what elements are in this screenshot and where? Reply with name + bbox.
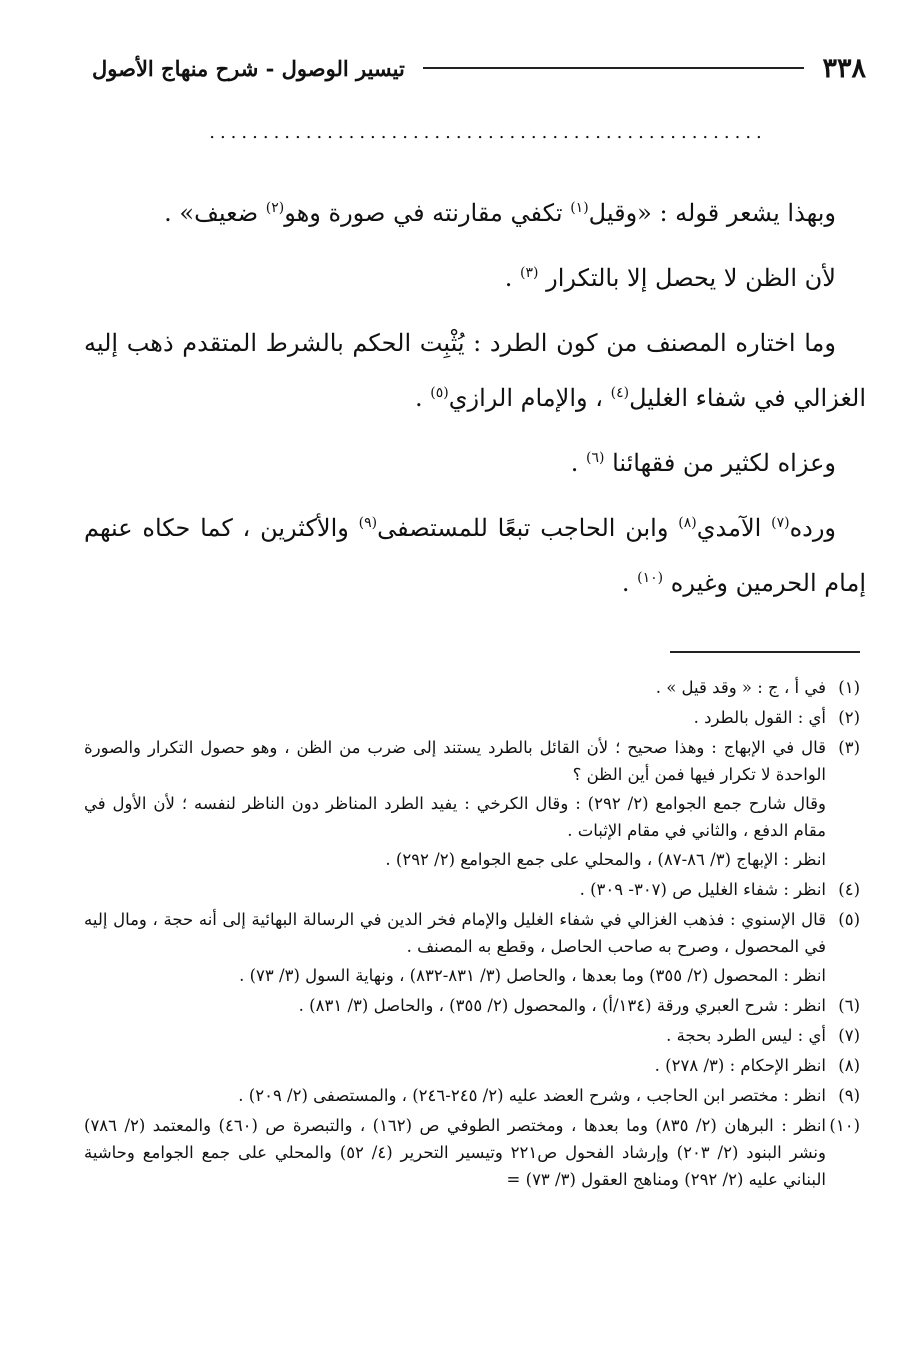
footnote (84, 1112, 860, 1193)
footnote-text: انظر الإحكام : (٣/ ٢٧٨) . (654, 1056, 826, 1075)
header-rule (423, 67, 805, 69)
footnote-text: انظر : البرهان (٢/ ٨٣٥) وما بعدها ، ومختصر الطوفي ص (١٦٢) ، والتبصرة ص (٤٦٠) والمعتمد (٢/ ٧٨٦) ونشر البنود (٢/ ٢٠٣) وإرشاد الفحول ص٢٢١ وتيسير التحرير (٤/ ٥٢) والمحلي على جمع الجوامع وحاشية البناني عليه (٢/ ٢٩٢) ومناهج العقول (٣/ ٧٣) = (84, 1116, 827, 1189)
footnote (84, 1022, 860, 1049)
running-title: تيسير الوصول - شرح منهاج الأصول (92, 55, 405, 81)
footnote-number: (١٠) (829, 1116, 860, 1135)
footnote-rule (670, 651, 860, 653)
footnote-number: (٧) (838, 1026, 860, 1045)
footnote-ref-3[interactable]: (٣) (520, 265, 539, 281)
footnote-ref-2[interactable]: (٢) (265, 200, 285, 216)
footnote-ref-8[interactable]: (٨) (678, 515, 697, 531)
footnote-number: (١) (838, 678, 860, 697)
footnote-ref-5[interactable]: (٥) (430, 385, 449, 401)
paragraph-4: وعزاه لكثير من فقهائنا $^{(٦)}$ . (570, 449, 836, 477)
footnote-number: (٩) (838, 1086, 860, 1105)
footnote (84, 734, 860, 873)
footnote-ref-9[interactable]: (٩) (358, 515, 378, 531)
page-header (92, 46, 866, 90)
footnote (84, 876, 860, 903)
footnote-text: انظر : الإبهاج (٣/ ٨٦-٨٧) ، والمحلي على جمع الجوامع (٢/ ٢٩٢) . (385, 850, 826, 869)
footnote-number: (٦) (838, 996, 860, 1015)
footnote-text: قال الإسنوي : فذهب الغزالي في شفاء الغليل والإمام فخر الدين في الرسالة البهائية إلى أنه حجة ، ومال إليه في المحصول ، وصرح به صاحب الحاصل ، وقطع به المصنف . (84, 910, 826, 956)
paragraph-5: ورده$^{(٧)}$ الآمدي$^{(٨)}$ وابن الحاجب تبعًا للمستصفى$^{(٩)}$ والأكثرين ، كما حكاه عنهم إمام الحرمين وغيره $^{(١٠)}$ . (84, 514, 866, 597)
footnote-text: انظر : المحصول (٢/ ٣٥٥) وما بعدها ، والحاصل (٣/ ٨٣١-٨٣٢) ، ونهاية السول (٣/ ٧٣) . (239, 966, 826, 985)
separator-dots: .................................................... (209, 122, 767, 143)
footnote-number: (٨) (838, 1056, 860, 1075)
footnote-text: أي : القول بالطرد . (693, 708, 826, 727)
footnote-ref-7[interactable]: (٧) (771, 515, 790, 531)
main-text (84, 186, 866, 621)
footnote (84, 1082, 860, 1109)
paragraph-3: وما اختاره المصنف من كون الطرد : يُثْبِت الحكم بالشرط المتقدم ذهب إليه الغزالي في شفاء الغليل$^{(٤)}$ ، والإمام الرازي$^{(٥)}$ . (84, 329, 866, 412)
footnote-text: قال في الإبهاج : وهذا صحيح ؛ لأن القائل بالطرد يستند إلى ضرب من الظن ، وهو حصول التكرار والصورة الواحدة لا تكرار فيها فمن أين الظن ؟ (84, 738, 826, 784)
footnote (84, 674, 860, 701)
footnote-number: (٤) (838, 880, 860, 899)
footnote-number: (٥) (838, 910, 860, 929)
footnote-text: انظر : شرح العبري ورقة (١٣٤/أ) ، والمحصول (٢/ ٣٥٥) ، والحاصل (٣/ ٨٣١) . (298, 996, 826, 1015)
footnote-ref-4[interactable]: (٤) (610, 385, 630, 401)
footnote-number: (٣) (838, 738, 860, 757)
footnote-ref-6[interactable]: (٦) (585, 450, 605, 466)
footnote-text: انظر : شفاء الغليل ص (٣٠٧- ٣٠٩) . (579, 880, 826, 899)
footnote (84, 906, 860, 989)
footnote-number: (٢) (838, 708, 860, 727)
footnote-ref-1[interactable]: (١) (570, 200, 589, 216)
footnote-text: في أ ، ج : « وقد قيل » . (655, 678, 826, 697)
footnote-ref-10[interactable]: (١٠) (637, 570, 664, 586)
footnote-text: أي : ليس الطرد بحجة . (666, 1026, 826, 1045)
footnote-text: انظر : مختصر ابن الحاجب ، وشرح العضد عليه (٢/ ٢٤٥-٢٤٦) ، والمستصفى (٢/ ٢٠٩) . (238, 1086, 826, 1105)
footnotes (84, 674, 860, 1196)
footnote (84, 704, 860, 731)
paragraph-1: وبهذا يشعر قوله : «وقيل$^{(١)}$ تكفي مقارنته في صورة وهو$^{(٢)}$ ضعيف» . (164, 199, 836, 227)
page-number: ٣٣٨ (822, 52, 866, 84)
footnote (84, 1052, 860, 1079)
footnote (84, 992, 860, 1019)
footnote-text: وقال شارح جمع الجوامع (٢/ ٢٩٢) : وقال الكرخي : يفيد الطرد المناظر دون الناظر لنفسه ؛ لأن الأول في مقام الدفع ، والثاني في مقام الإثبات . (84, 794, 826, 840)
paragraph-2: لأن الظن لا يحصل إلا بالتكرار $^{(٣)}$ . (504, 264, 836, 292)
